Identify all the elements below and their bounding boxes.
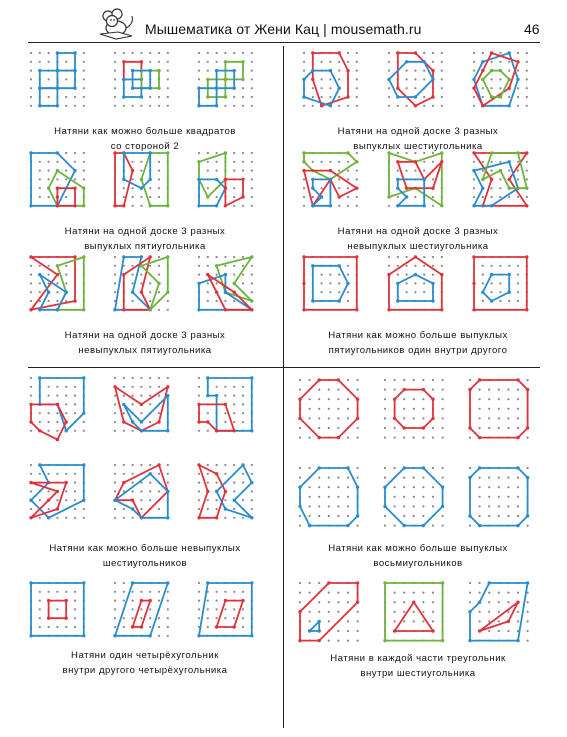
red-polygon: [133, 601, 151, 627]
page-title: Мышематика от Жени Кац | mousemath.ru: [145, 21, 422, 37]
red-polygon: [398, 162, 442, 188]
board-nonconvex-pent-3: [197, 255, 254, 312]
board-convex-pent-3: [197, 151, 254, 208]
board-max-nonconvex-hex-2: [113, 376, 170, 433]
blue-polygon: [389, 62, 433, 97]
board-convex-pent-1: [29, 151, 86, 208]
caption-max-nonconvex-hexagons: Натяни как можно больше невыпуклых шестиугольников: [49, 543, 241, 569]
board-nested-pent-1: [302, 255, 359, 312]
board-nonconvex-hex-2: [387, 151, 444, 208]
green-polygon: [304, 153, 357, 179]
caption-convex-hexagons: Натяни на одной доске 3 разных выпуклых шестиугольника: [337, 126, 499, 152]
board-quad-in-quad-2: [113, 581, 170, 638]
red-polygon: [199, 465, 225, 518]
caption-quad-in-quad: Натяни один четырёхугольник внутри другого четырёхугольника: [62, 650, 228, 676]
mouse-reading-logo-icon: [96, 6, 136, 40]
board-max-nonconvex-hex-5: [113, 463, 170, 520]
green-polygon: [217, 257, 252, 301]
horizontal-divider: [28, 367, 540, 368]
header-rule: [28, 42, 540, 43]
caption-squares: Натяни как можно больше квадратов со стороной 2: [54, 126, 236, 152]
green-polygon: [199, 153, 225, 197]
caption-nested-pentagons: Натяни как можно больше выпуклых пятиугольников один внутри другого: [328, 330, 508, 356]
blue-polygon: [310, 621, 320, 631]
board-octagon-5: [383, 466, 445, 528]
red-polygon: [225, 179, 243, 205]
board-convex-hex-1: [302, 51, 359, 108]
board-octagon-4: [298, 466, 360, 528]
board-nonconvex-hex-1: [302, 151, 359, 208]
board-max-nonconvex-hex-3: [197, 376, 254, 433]
page-header: [0, 0, 567, 44]
caption-convex-pentagons: Натяни на одной доске 3 разных выпуклых пятиугольника: [64, 226, 226, 252]
caption-max-convex-octagons: Натяни как можно больше выпуклых восьмиугольников: [328, 543, 508, 569]
blue-polygon: [115, 474, 168, 518]
caption-nonconvex-pentagons: Натяни на одной доске 3 разных невыпуклых пятиугольника: [64, 330, 226, 356]
red-polygon: [480, 602, 518, 631]
board-squares-2: [113, 51, 170, 108]
board-nested-pent-2: [387, 255, 444, 312]
board-convex-hex-2: [387, 51, 444, 108]
board-octagon-3: [468, 378, 530, 440]
board-octagon-2: [383, 378, 445, 440]
blue-polygon: [398, 275, 433, 301]
blue-polygon: [124, 153, 150, 188]
board-max-nonconvex-hex-4: [29, 463, 86, 520]
board-nonconvex-pent-1: [29, 255, 86, 312]
board-quad-in-quad-1: [29, 581, 86, 638]
board-squares-3: [197, 51, 254, 108]
red-polygon: [395, 602, 433, 631]
caption-triangle-in-hexagon: Натяни в каждой части треугольник внутри шестиугольника: [330, 653, 506, 679]
board-octagon-6: [468, 466, 530, 528]
blue-polygon: [483, 275, 509, 301]
board-tri-in-hex-3: [468, 581, 530, 643]
caption-nonconvex-hexagons: Натяни на одной доске 3 разных невыпуклых шестиугольника: [337, 226, 499, 252]
vertical-divider: [283, 46, 284, 728]
board-tri-in-hex-2: [383, 581, 445, 643]
board-tri-in-hex-1: [298, 581, 360, 643]
board-squares-1: [29, 51, 86, 108]
green-polygon: [141, 153, 167, 206]
board-nonconvex-pent-2: [113, 255, 170, 312]
board-convex-pent-2: [113, 151, 170, 208]
board-nonconvex-hex-3: [472, 151, 529, 208]
board-octagon-1: [298, 378, 360, 440]
green-polygon: [483, 153, 527, 188]
board-max-nonconvex-hex-1: [29, 376, 86, 433]
red-polygon: [115, 387, 168, 431]
board-max-nonconvex-hex-6: [197, 463, 254, 520]
board-nested-pent-3: [472, 255, 529, 312]
red-polygon: [217, 601, 243, 627]
page-number: 46: [524, 21, 540, 37]
board-quad-in-quad-3: [197, 581, 254, 638]
green-polygon: [483, 71, 509, 97]
board-convex-hex-3: [472, 51, 529, 108]
blue-polygon: [398, 179, 424, 205]
